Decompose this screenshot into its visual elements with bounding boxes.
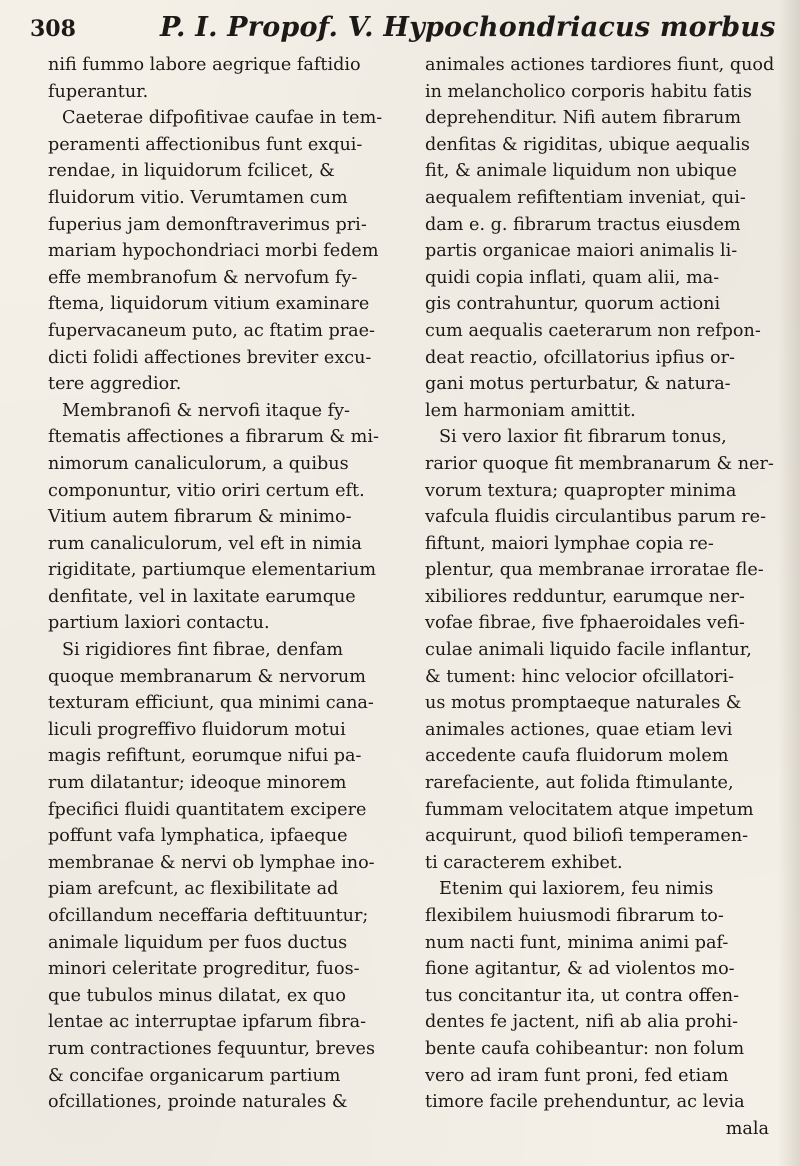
text-line: denfitate, vel in laxitate earumque [48, 586, 356, 607]
text-line: gani motus perturbatur, & natura- [425, 374, 731, 395]
text-line: quoque membranarum & nervorum [48, 666, 366, 687]
text-line: & tument: hinc velocior ofcillatori- [425, 666, 735, 687]
text-line: Membranofi & nervofi itaque fy- [62, 400, 350, 421]
text-line: minori celeritate progreditur, fuos- [48, 959, 360, 980]
text-line: peramenti affectionibus funt exqui- [48, 134, 363, 155]
text-line: plentur, qua membranae irroratae fle- [425, 560, 764, 581]
text-line: dentes fe jactent, nifi ab alia prohi- [425, 1012, 739, 1033]
text-line: rarefaciente, aut folida ftimulante, [425, 773, 734, 794]
catchword: mala [725, 1118, 769, 1139]
text-line: poffunt vafa lymphatica, ipfaeque [48, 826, 348, 847]
text-line: timore facile prehenduntur, ac levia [425, 1092, 745, 1113]
text-line: que tubulos minus dilatat, ex quo [48, 985, 346, 1006]
text-line: culae animali liquido facile inflantur, [425, 640, 752, 661]
text-line: deat reactio, ofcillatorius ipfius or- [425, 347, 735, 368]
text-line: tere aggredior. [48, 374, 182, 395]
right-text-column [425, 52, 775, 1142]
text-line: rum canaliculorum, vel eft in nimia [48, 533, 362, 554]
page-edge-shadow [778, 0, 800, 1166]
text-line: lem harmoniam amittit. [425, 400, 636, 421]
running-title: P. I. Propof. V. Hypochondriacus morbus [160, 12, 776, 43]
text-line: ofcillandum neceffaria deftituuntur; [48, 906, 369, 926]
text-line: nimorum canaliculorum, a quibus [48, 453, 349, 474]
text-line: dicti folidi affectiones breviter excu- [48, 347, 372, 368]
text-line: fummam velocitatem atque impetum [425, 799, 754, 820]
text-line: membranae & nervi ob lymphae ino- [48, 852, 375, 873]
text-line: us motus promptaeque naturales & [425, 693, 742, 714]
text-line: flexibilem huiusmodi fibrarum to- [425, 906, 724, 926]
text-line: dam e. g. fibrarum tractus eiusdem [425, 214, 741, 235]
text-line: vofae fibrae, five fphaeroidales vefi- [425, 613, 745, 634]
text-line: vafcula fluidis circulantibus parum re- [425, 507, 767, 528]
left-text-column [48, 52, 398, 1116]
page-header [30, 10, 775, 50]
text-line: mariam hypochondriaci morbi fedem [48, 241, 379, 262]
text-line: rarior quoque fit membranarum & ner- [425, 453, 774, 474]
text-line: aequalem refiftentiam inveniat, qui- [425, 187, 746, 208]
text-line: ofcillationes, proinde naturales & [48, 1092, 348, 1113]
text-line: animales actiones, quae etiam levi [425, 719, 733, 740]
text-line: lentae ac interruptae ipfarum fibra- [48, 1012, 367, 1033]
text-line: Etenim qui laxiorem, feu nimis [439, 879, 714, 900]
text-line: animale liquidum per fuos ductus [48, 932, 348, 953]
text-line: vero ad iram funt proni, fed etiam [425, 1065, 729, 1086]
text-line: rigiditate, partiumque elementarium [48, 560, 377, 581]
text-line: quidi copia inflati, quam alii, ma- [425, 267, 720, 288]
text-line: magis refiftunt, eorumque nifui pa- [48, 746, 362, 767]
text-line: num nacti funt, minima animi paf- [425, 932, 729, 953]
text-line: acquirunt, quod biliofi temperamen- [425, 826, 749, 847]
text-line: ti caracterem exhibet. [425, 852, 623, 873]
text-line: fit, & animale liquidum non ubique [425, 161, 737, 182]
text-line: Si rigidiores fint fibrae, denfam [62, 640, 344, 661]
text-line: deprehenditur. Nifi autem fibrarum [425, 108, 742, 129]
text-line: ftema, liquidorum vitium examinare [48, 294, 370, 315]
text-line: fuperius jam demonftraverimus pri- [48, 214, 367, 235]
text-line: fupervacaneum puto, ac ftatim prae- [48, 320, 375, 341]
text-line: bente caufa cohibeantur: non folum [425, 1038, 745, 1059]
page-number: 308 [30, 16, 76, 42]
text-line: gis contrahuntur, quorum actioni [425, 294, 721, 315]
text-line: rum dilatantur; ideoque minorem [48, 773, 347, 794]
text-line: vorum textura; quapropter minima [425, 480, 737, 501]
text-line: liculi progreffivo fluidorum motui [48, 719, 346, 740]
text-line: fluidorum vitio. Verumtamen cum [48, 187, 348, 208]
text-line: Vitium autem fibrarum & minimo- [48, 507, 352, 528]
text-line: fiftunt, maiori lymphae copia re- [425, 533, 714, 554]
text-line: componuntur, vitio oriri certum eft. [48, 480, 365, 501]
text-line: fpecifici fluidi quantitatem excipere [48, 799, 367, 820]
text-line: fuperantur. [48, 81, 149, 102]
text-line: xibiliores redduntur, earumque ner- [425, 586, 745, 607]
text-line: animales actiones tardiores fiunt, quod [425, 55, 775, 75]
text-line: & concifae organicarum partium [48, 1065, 341, 1086]
text-line: rum contractiones fequuntur, breves [48, 1038, 375, 1059]
text-line: nifi fummo labore aegrique faftidio [48, 55, 361, 75]
text-line: partium laxiori contactu. [48, 613, 270, 634]
text-line: partis organicae maiori animalis li- [425, 241, 738, 262]
text-line: rendae, in liquidorum fcilicet, & [48, 161, 335, 182]
text-line: cum aequalis caeterarum non refpon- [425, 320, 761, 341]
text-line: texturam efficiunt, qua minimi cana- [48, 693, 374, 714]
text-line: denfitas & rigiditas, ubique aequalis [425, 134, 750, 155]
text-line: tus concitantur ita, ut contra offen- [425, 985, 740, 1006]
text-line: piam arefcunt, ac flexibilitate ad [48, 879, 339, 900]
text-line: Si vero laxior fit fibrarum tonus, [439, 427, 727, 448]
text-line: effe membranofum & nervofum fy- [48, 267, 358, 288]
text-line: fione agitantur, & ad violentos mo- [425, 959, 735, 980]
text-line: in melancholico corporis habitu fatis [425, 81, 752, 102]
text-line: ftematis affectiones a fibrarum & mi- [48, 427, 379, 448]
text-line: accedente caufa fluidorum molem [425, 746, 729, 767]
text-line: Caeterae difpofitivae caufae in tem- [62, 108, 383, 129]
